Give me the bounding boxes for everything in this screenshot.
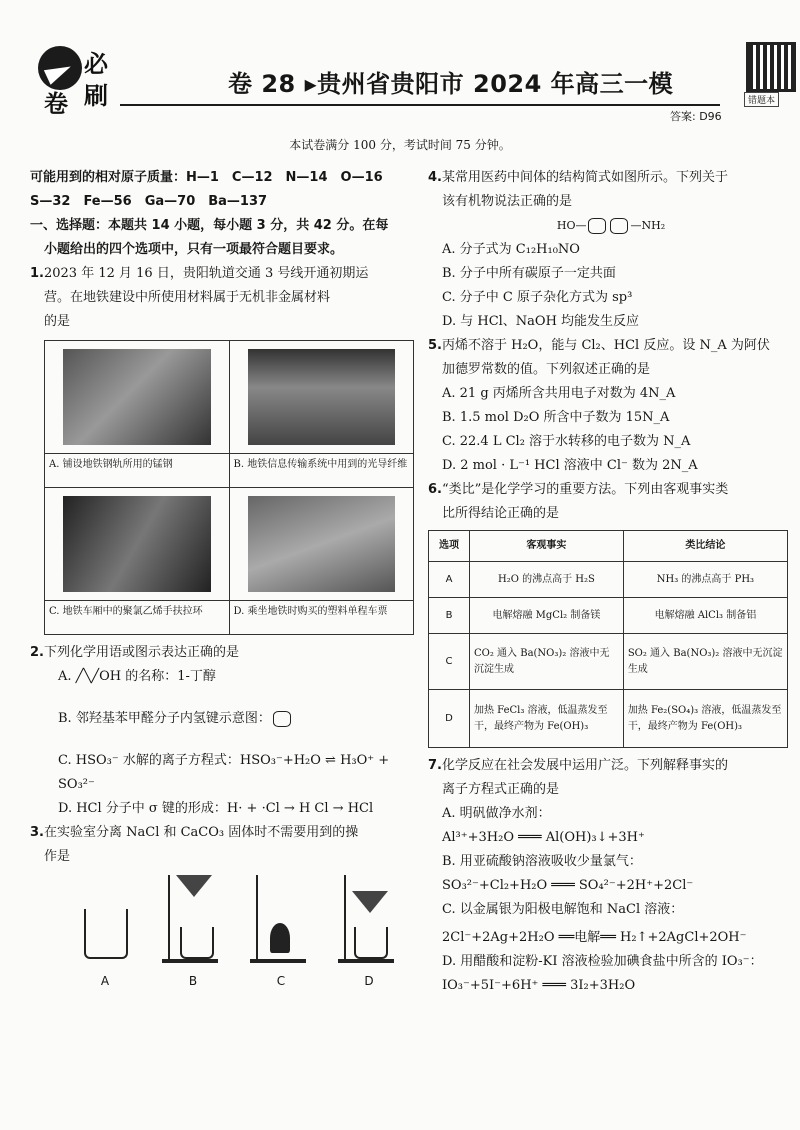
table-cell: CO₂ 通入 Ba(NO₃)₂ 溶液中无沉淀生成 [470,634,624,690]
q2-option-c[interactable]: C. HSO₃⁻ 水解的离子方程式：HSO₃⁻+H₂O ⇌ H₃O⁺ + [58,753,390,768]
q2-option-d[interactable]: D. HCl 分子中 σ 键的形成：H· + ·Cl → H Cl → HCl [58,801,374,816]
q7-option-c-eq: 2Cl⁻+2Ag+2H₂O ══电解══ H₂↑+2AgCl+2OH⁻ [442,930,747,945]
q7-option-b-eq: SO₃²⁻+Cl₂+H₂O ═══ SO₄²⁻+2H⁺+2Cl⁻ [442,878,694,893]
structure-right: —NH₂ [630,219,666,232]
q5-text-1: 丙烯不溶于 H₂O，能与 Cl₂、HCl 反应。设 N_A 为阿伏 [441,338,770,353]
q1-option-d-cell[interactable] [229,488,414,635]
q7-option-b[interactable]: B. 用亚硫酸钠溶液吸收少量氯气： [442,854,642,869]
q1-option-a-cell[interactable] [45,341,230,488]
optical-fiber-photo [230,341,414,453]
q1-option-b: B. 地铁信息传输系统中用到的光导纤维 [230,453,414,487]
q5-option-b[interactable]: B. 1.5 mol D₂O 所含中子数为 15N_A [442,410,670,425]
q6-text-1: “类比”是化学学习的重要方法。下列由客观事实类 [441,482,729,497]
q6-header-fact: 客观事实 [470,531,624,562]
q7-number: 7. [428,758,442,773]
qr-code-icon[interactable] [746,42,796,92]
section-heading: 一、选择题：本题共 14 小题，每小题 3 分，共 42 分。在每 [30,218,389,233]
question-7 [428,754,794,998]
benzene-ring-icon [588,218,606,234]
table-row[interactable] [429,690,788,748]
paper-plane-icon [44,59,74,84]
q4-option-d[interactable]: D. 与 HCl、NaOH 均能发生反应 [442,314,640,329]
answer-code: 答案: D96 [670,110,722,123]
q3-label-d: D [364,974,374,988]
q6-text-2: 比所得结论正确的是 [442,506,560,521]
q3-text-2: 作是 [44,849,71,864]
q3-label-a: A [100,974,110,988]
q1-option-b-cell[interactable] [229,341,414,488]
question-4 [428,166,794,334]
q7-option-a-eq: Al³⁺+3H₂O ═══ Al(OH)₃↓+3H⁺ [442,830,645,845]
question-3 [30,821,414,988]
logo-char-top: 必 [84,50,108,78]
q2-option-a[interactable]: A. ╱╲╱OH 的名称：1-丁醇 [58,669,216,684]
table-row[interactable] [429,562,788,598]
table-row[interactable] [429,598,788,634]
q6-header-conclusion: 类比结论 [623,531,787,562]
q2-text: 下列化学用语或图示表达正确的是 [43,645,239,660]
question-5 [428,334,794,478]
right-column [428,166,794,998]
structure-left: HO— [556,219,587,232]
q6-number: 6. [428,482,442,497]
q4-option-b[interactable]: B. 分子中所有碳原子一定共面 [442,266,616,281]
q2-option-c-cont: SO₃²⁻ [58,777,95,792]
question-2 [30,641,414,821]
q7-option-a[interactable]: A. 明矾做净水剂： [442,806,551,821]
atomic-masses-line2: S—32 Fe—56 Ga—70 Ba—137 [30,194,268,209]
table-cell: C [429,634,470,690]
separatory-funnel-icon[interactable] [158,869,228,965]
q6-header-option: 选项 [429,531,470,562]
page-header [0,0,800,130]
left-column [30,166,414,988]
evaporation-setup-icon[interactable] [246,869,316,965]
table-cell: A [429,562,470,598]
logo-char-left: 卷 [44,90,68,118]
benzene-ring-icon [273,711,291,727]
q5-option-a[interactable]: A. 21 g 丙烯所含共用电子对数为 4N_A [442,386,676,401]
q7-option-d[interactable]: D. 用醋酸和淀粉-KI 溶液检验加碘食盐中所含的 IO₃⁻： [442,954,763,969]
q1-option-d: D. 乘坐地铁时购买的塑料单程车票 [230,600,414,634]
table-cell: NH₃ 的沸点高于 PH₃ [623,562,787,598]
q3-number: 3. [30,825,44,840]
exam-info: 本试卷满分 100 分，考试时间 75 分钟。 [289,138,511,152]
q3-label-b: B [188,974,198,988]
q4-option-a[interactable]: A. 分子式为 C₁₂H₁₀NO [442,242,580,257]
q5-text-2: 加德罗常数的值。下列叙述正确的是 [442,362,651,377]
question-6 [428,478,794,748]
q4-option-c[interactable]: C. 分子中 C 原子杂化方式为 sp³ [442,290,633,305]
q6-table [428,530,788,748]
q5-option-d[interactable]: D. 2 mol · L⁻¹ HCl 溶液中 Cl⁻ 数为 2N_A [442,458,698,473]
q5-option-c[interactable]: C. 22.4 L Cl₂ 溶于水转移的电子数为 N_A [442,434,691,449]
brand-logo [38,40,118,118]
table-cell: 电解熔融 MgCl₂ 制备镁 [470,598,624,634]
q4-text-2: 该有机物说法正确的是 [442,194,573,209]
table-cell: B [429,598,470,634]
q1-number: 1. [30,266,44,281]
beaker-dissolve-icon[interactable] [70,869,140,965]
filtration-setup-icon[interactable] [334,869,404,965]
table-cell: SO₂ 通入 Ba(NO₃)₂ 溶液中无沉淀生成 [623,634,787,690]
table-cell: 加热 FeCl₃ 溶液，低温蒸发至干，最终产物为 Fe(OH)₃ [470,690,624,748]
q1-option-a: A. 铺设地铁钢轨所用的锰钢 [45,453,229,487]
handrail-photo [45,488,229,600]
q4-text-1: 某常用医药中间体的结构简式如图所示。下列关于 [441,170,728,185]
q7-text-1: 化学反应在社会发展中运用广泛。下列解释事实的 [441,758,728,773]
table-cell: 加热 Fe₂(SO₄)₃ 溶液，低温蒸发至干，最终产物为 Fe(OH)₃ [623,690,787,748]
question-1 [30,262,414,635]
q2-option-b-row[interactable] [30,707,414,731]
q2-option-b: B. 邻羟基苯甲醛分子内氢键示意图： [58,711,271,726]
logo-char-right: 刷 [84,82,108,110]
q1-text-1: 2023 年 12 月 16 日，贵阳轨道交通 3 号线开通初期运 [43,266,369,281]
q7-option-c[interactable]: C. 以金属银为阳极电解饱和 NaCl 溶液： [442,902,684,917]
q2-number: 2. [30,645,44,660]
q1-text-2: 营。在地铁建设中所使用材料属于无机非金属材料 [44,290,331,305]
q4-number: 4. [428,170,442,185]
page-title: 卷 28 ▸贵州省贵阳市 2024 年高三一模 [228,70,674,98]
q3-apparatus [70,869,400,988]
table-row[interactable] [429,634,788,690]
table-cell: H₂O 的沸点高于 H₂S [470,562,624,598]
q1-option-c: C. 地铁车厢中的聚氯乙烯手扶拉环 [45,600,229,634]
q1-text-3: 的是 [44,314,71,329]
title-underline [120,104,720,106]
atomic-masses-line1: 可能用到的相对原子质量：H—1 C—12 N—14 O—16 [30,170,383,185]
qr-label: 错题本 [744,92,779,107]
q7-text-2: 离子方程式正确的是 [442,782,560,797]
q3-text-1: 在实验室分离 NaCl 和 CaCO₃ 固体时不需要用到的操 [43,825,359,840]
q5-number: 5. [428,338,442,353]
table-cell: D [429,690,470,748]
section-heading-cont: 小题给出的四个选项中，只有一项最符合题目要求。 [44,242,344,257]
q1-option-c-cell[interactable] [45,488,230,635]
q3-label-c: C [276,974,286,988]
ticket-photo [230,488,414,600]
q4-structure [428,214,794,238]
q7-option-d-eq: IO₃⁻+5I⁻+6H⁺ ═══ 3I₂+3H₂O [442,978,636,993]
subway-track-photo [45,341,229,453]
table-cell: 电解熔融 AlCl₃ 制备铝 [623,598,787,634]
benzene-ring-icon [610,218,628,234]
q1-options-table [44,340,414,635]
